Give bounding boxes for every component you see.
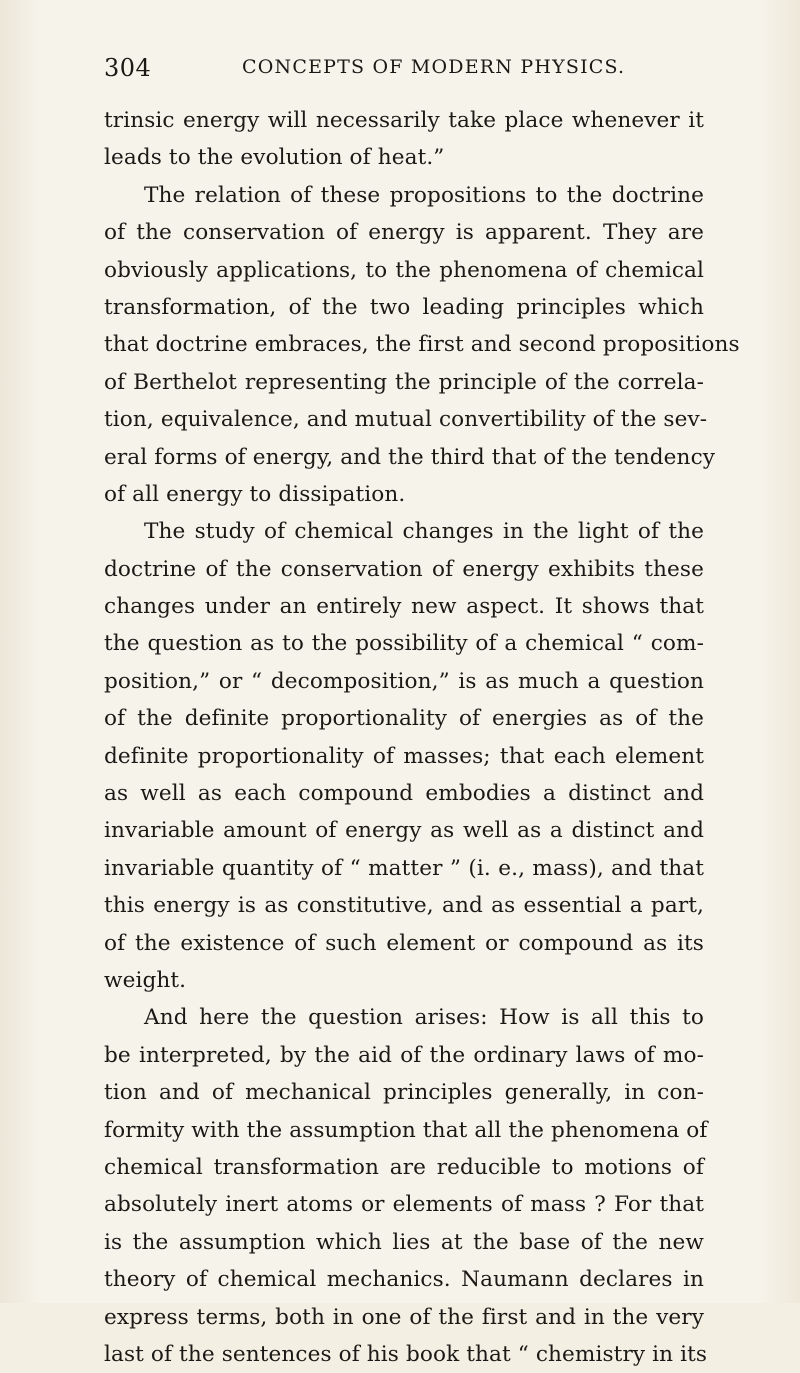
- text-line: of the definite proportionality of energies as of the: [104, 706, 704, 732]
- text-line: trinsic energy will necessarily take place whenever it: [104, 108, 704, 133]
- text-line: transformation, of the two leading principles which: [104, 294, 704, 320]
- text-line: last of the sentences of his book that “ chemistry in its: [104, 1341, 708, 1367]
- text-line: invariable amount of energy as well as a distinct and: [104, 818, 704, 844]
- text-line: that doctrine embraces, the first and second propositions: [104, 332, 740, 358]
- text-line: theory of chemical mechanics. Naumann declares in: [104, 1267, 704, 1293]
- text-line: be interpreted, by the aid of the ordinary laws of mo-: [104, 1042, 704, 1068]
- body-text: [104, 102, 740, 1373]
- text-line: definite proportionality of masses; that each element: [104, 743, 704, 769]
- text-line: as well as each compound embodies a distinct and: [104, 781, 704, 807]
- text-line: doctrine of the conservation of energy exhibits these: [104, 556, 704, 582]
- paragraph-start-line: And here the question arises: How is all this to: [144, 1005, 704, 1031]
- text-line: express terms, both in one of the first and in the very: [104, 1304, 704, 1330]
- text-line: position,” or “ decomposition,” is as much a question: [104, 668, 704, 694]
- text-line: eral forms of energy, and the third that of the tendency: [104, 444, 716, 470]
- text-line: formity with the assumption that all the phenomena of: [104, 1117, 708, 1143]
- text-line: chemical transformation are reducible to motions of: [104, 1154, 704, 1180]
- text-line: of the existence of such element or compound as its: [104, 930, 704, 956]
- text-line: invariable quantity of “ matter ” (i. e., mass), and that: [104, 855, 704, 881]
- text-line: of Berthelot representing the principle of the correla-: [104, 369, 704, 395]
- text-line: leads to the evolution of heat.”: [104, 145, 445, 171]
- text-line: of the conservation of energy is apparent. They are: [104, 220, 704, 246]
- text-line: changes under an entirely new aspect. It shows that: [104, 594, 704, 620]
- paragraph-start-line: The relation of these propositions to the doctrine: [144, 182, 704, 208]
- text-line: weight.: [104, 967, 187, 993]
- text-line: tion and of mechanical principles generally, in con-: [104, 1080, 704, 1106]
- page-number: 304: [104, 54, 152, 82]
- text-line: obviously applications, to the phenomena of chemical: [104, 257, 704, 283]
- running-title: CONCEPTS OF MODERN PHYSICS.: [242, 56, 626, 78]
- text-line: of all energy to dissipation.: [104, 481, 406, 507]
- text-line: is the assumption which lies at the base of the new: [104, 1229, 704, 1255]
- text-line: absolutely inert atoms or elements of mass ? For that: [104, 1192, 704, 1218]
- running-head: [104, 54, 704, 84]
- text-line: the question as to the possibility of a chemical “ com-: [104, 631, 704, 657]
- text-line: tion, equivalence, and mutual convertibility of the sev-: [104, 407, 708, 433]
- paragraph-start-line: The study of chemical changes in the light of the: [144, 519, 704, 545]
- text-line: this energy is as constitutive, and as essential a part,: [104, 893, 704, 919]
